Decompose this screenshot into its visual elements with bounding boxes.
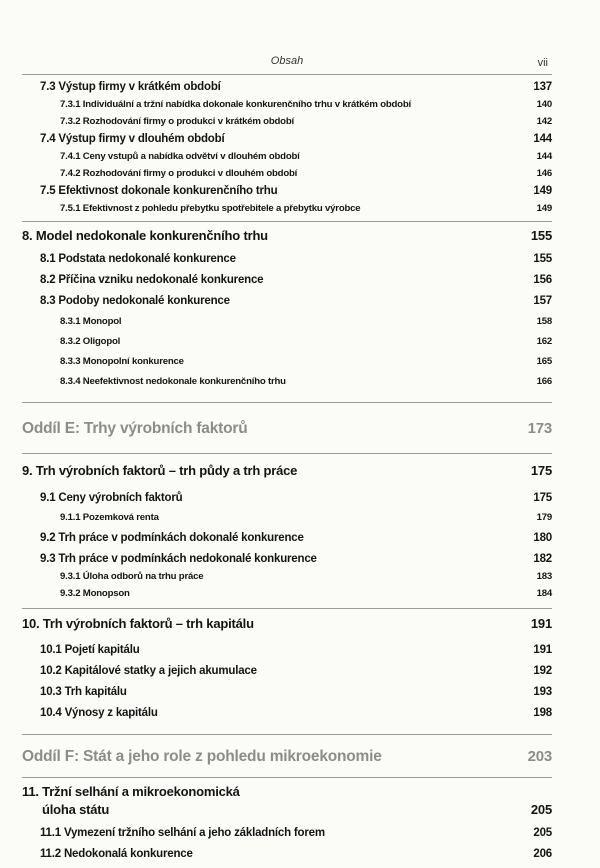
toc-entry-8-2: 8.2 Příčina vzniku nedokonalé konkurence 156: [40, 274, 552, 286]
toc-entry-9-1-1: 9.1.1 Pozemková renta 179: [60, 512, 552, 523]
toc-entry-8-1: 8.1 Podstata nedokonalé konkurence 155: [40, 253, 552, 265]
toc-entry-9-3-1: 9.3.1 Úloha odborů na trhu práce 183: [60, 571, 552, 582]
toc-chapter-11: 11. Tržní selhání a mikroekonomická úloha státu 205: [22, 784, 552, 817]
toc-entry-10-1: 10.1 Pojetí kapitálu 191: [40, 644, 552, 656]
divider: [22, 453, 552, 454]
toc-entry-7-5: 7.5 Efektivnost dokonale konkurenčního trhu 149: [40, 185, 552, 197]
toc-entry-7-5-1: 7.5.1 Efektivnost z pohledu přebytku spotřebitele a přebytku výrobce 149: [60, 203, 552, 214]
toc-entry-11-1: 11.1 Vymezení tržního selhání a jeho základních forem 205: [40, 827, 552, 839]
toc-part-f: Oddíl F: Stát a jeho role z pohledu mikroekonomie 203: [22, 748, 552, 765]
running-header: [22, 52, 552, 75]
toc-entry-9-3-2: 9.3.2 Monopson 184: [60, 588, 552, 599]
toc-part-e: Oddíl E: Trhy výrobních faktorů 173: [22, 420, 552, 437]
toc-entry-8-3-4: 8.3.4 Neefektivnost nedokonale konkurenčního trhu 166: [60, 376, 552, 387]
table-of-contents: [22, 78, 552, 863]
toc-entry-10-3: 10.3 Trh kapitálu 193: [40, 686, 552, 698]
toc-entry-10-2: 10.2 Kapitálové statky a jejich akumulace 192: [40, 665, 552, 677]
toc-chapter-8: 8. Model nedokonale konkurenčního trhu 155: [22, 228, 552, 243]
header-title: Obsah: [270, 55, 304, 67]
toc-entry-11-2: 11.2 Nedokonalá konkurence 206: [40, 848, 552, 860]
toc-chapter-9: 9. Trh výrobních faktorů – trh půdy a trh práce 175: [22, 463, 552, 478]
toc-entry-7-3: 7.3 Výstup firmy v krátkém období 137: [40, 81, 552, 93]
toc-entry-7-3-2: 7.3.2 Rozhodování firmy o produkci v krátkém období 142: [60, 116, 552, 127]
divider: [22, 734, 552, 735]
toc-entry-9-3: 9.3 Trh práce v podmínkách nedokonalé konkurence 182: [40, 553, 552, 565]
toc-entry-7-4-2: 7.4.2 Rozhodování firmy o produkci v dlouhém období 146: [60, 168, 552, 179]
toc-entry-7-4: 7.4 Výstup firmy v dlouhém období 144: [40, 133, 552, 145]
divider: [22, 608, 552, 609]
divider: [22, 777, 552, 778]
toc-entry-7-4-1: 7.4.1 Ceny vstupů a nabídka odvětví v dlouhém období 144: [60, 151, 552, 162]
header-page-number: vii: [537, 57, 548, 69]
toc-entry-8-3-1: 8.3.1 Monopol 158: [60, 316, 552, 327]
toc-entry-10-4: 10.4 Výnosy z kapitálu 198: [40, 707, 552, 719]
divider: [22, 402, 552, 403]
toc-entry-8-3-2: 8.3.2 Oligopol 162: [60, 336, 552, 347]
toc-entry-9-1: 9.1 Ceny výrobních faktorů 175: [40, 492, 552, 504]
toc-chapter-10: 10. Trh výrobních faktorů – trh kapitálu 191: [22, 616, 552, 631]
divider: [22, 221, 552, 222]
toc-entry-7-3-1: 7.3.1 Individuální a tržní nabídka dokonale konkurenčního trhu v krátkém období 140: [60, 99, 552, 110]
toc-entry-8-3-3: 8.3.3 Monopolní konkurence 165: [60, 356, 552, 367]
toc-entry-8-3: 8.3 Podoby nedokonalé konkurence 157: [40, 295, 552, 307]
toc-entry-9-2: 9.2 Trh práce v podmínkách dokonalé konkurence 180: [40, 532, 552, 544]
